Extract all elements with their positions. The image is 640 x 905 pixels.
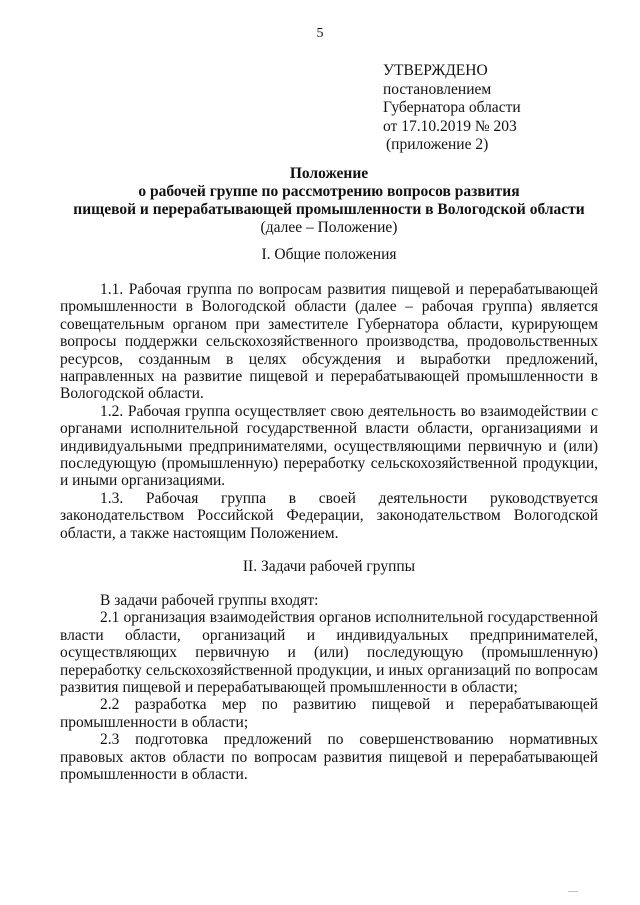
approval-line-appendix: (приложение 2) [386, 136, 489, 153]
approval-stamp [383, 62, 521, 155]
paragraph-2-intro: В задачи рабочей группы входят: [100, 592, 319, 609]
paragraph-1-1: 1.1. Рабочая группа по вопросам развития пищевой и перерабатывающей промышленности в Вологодской области (далее – рабочая группа) является совещательным органом при заместителе Губернатора области, курирующем вопросы поддержки сельскохозяйственного производства, продовольственных ресурсов, созданным в целях обсуждения и выработки предложений, направленных на развитие пищевой и перерабатывающей промышленности в Вологодской области. [60, 281, 598, 403]
paragraph-1-3: 1.3. Рабочая группа в своей деятельности руководствуется законодательством Российской Федерации, законодательством Вологодской области, а также настоящим Положением. [60, 489, 598, 542]
approval-line-decree: постановлением [383, 80, 492, 98]
title-line-2: о рабочей группе по рассмотрению вопросов развития [138, 183, 520, 200]
paragraph-1-2: 1.2. Рабочая группа осуществляет свою деятельность во взаимодействии с органами исполнительной государственной власти области, организациями и индивидуальными предпринимателями, осуществляющими первичную и (или) последующую (промышленную) переработку сельскохозяйственной продукции, и иными организациями. [60, 402, 598, 490]
paragraph-2-3: 2.3 подготовка предложений по совершенствованию нормативных правовых актов области по вопросам развития пищевой и перерабатывающей промышленности в области. [60, 731, 598, 784]
section-1-heading: I. Общие положения [261, 246, 397, 263]
corner-mark: — [568, 886, 578, 897]
section-2-body [60, 592, 598, 783]
section-1-body [60, 281, 598, 542]
approval-line-governor: Губернатора области [383, 99, 521, 116]
approval-line-date: от 17.10.2019 № 203 [383, 117, 517, 135]
approval-line-approved: УТВЕРЖДЕНО [383, 62, 488, 79]
title-line-1: Положение [289, 165, 369, 182]
document-title [60, 165, 598, 237]
page-number: 5 [316, 26, 324, 41]
paragraph-2-1: 2.1 организация взаимодействия органов исполнительной государственной власти области, организаций и индивидуальных предпринимателей, осуществляющих первичную и (или) последующую (промышленную) переработку сельскохозяйственной продукции, и иных организаций по вопросам развития пищевой и перерабатывающей промышленности в области; [60, 609, 598, 697]
title-line-3: пищевой и перерабатывающей промышленности в Вологодской области [73, 201, 585, 218]
section-2-heading: II. Задачи рабочей группы [242, 558, 416, 575]
paragraph-2-2: 2.2 разработка мер по развитию пищевой и перерабатывающей промышленности в области; [60, 696, 598, 731]
title-line-4: (далее – Положение) [260, 219, 398, 236]
